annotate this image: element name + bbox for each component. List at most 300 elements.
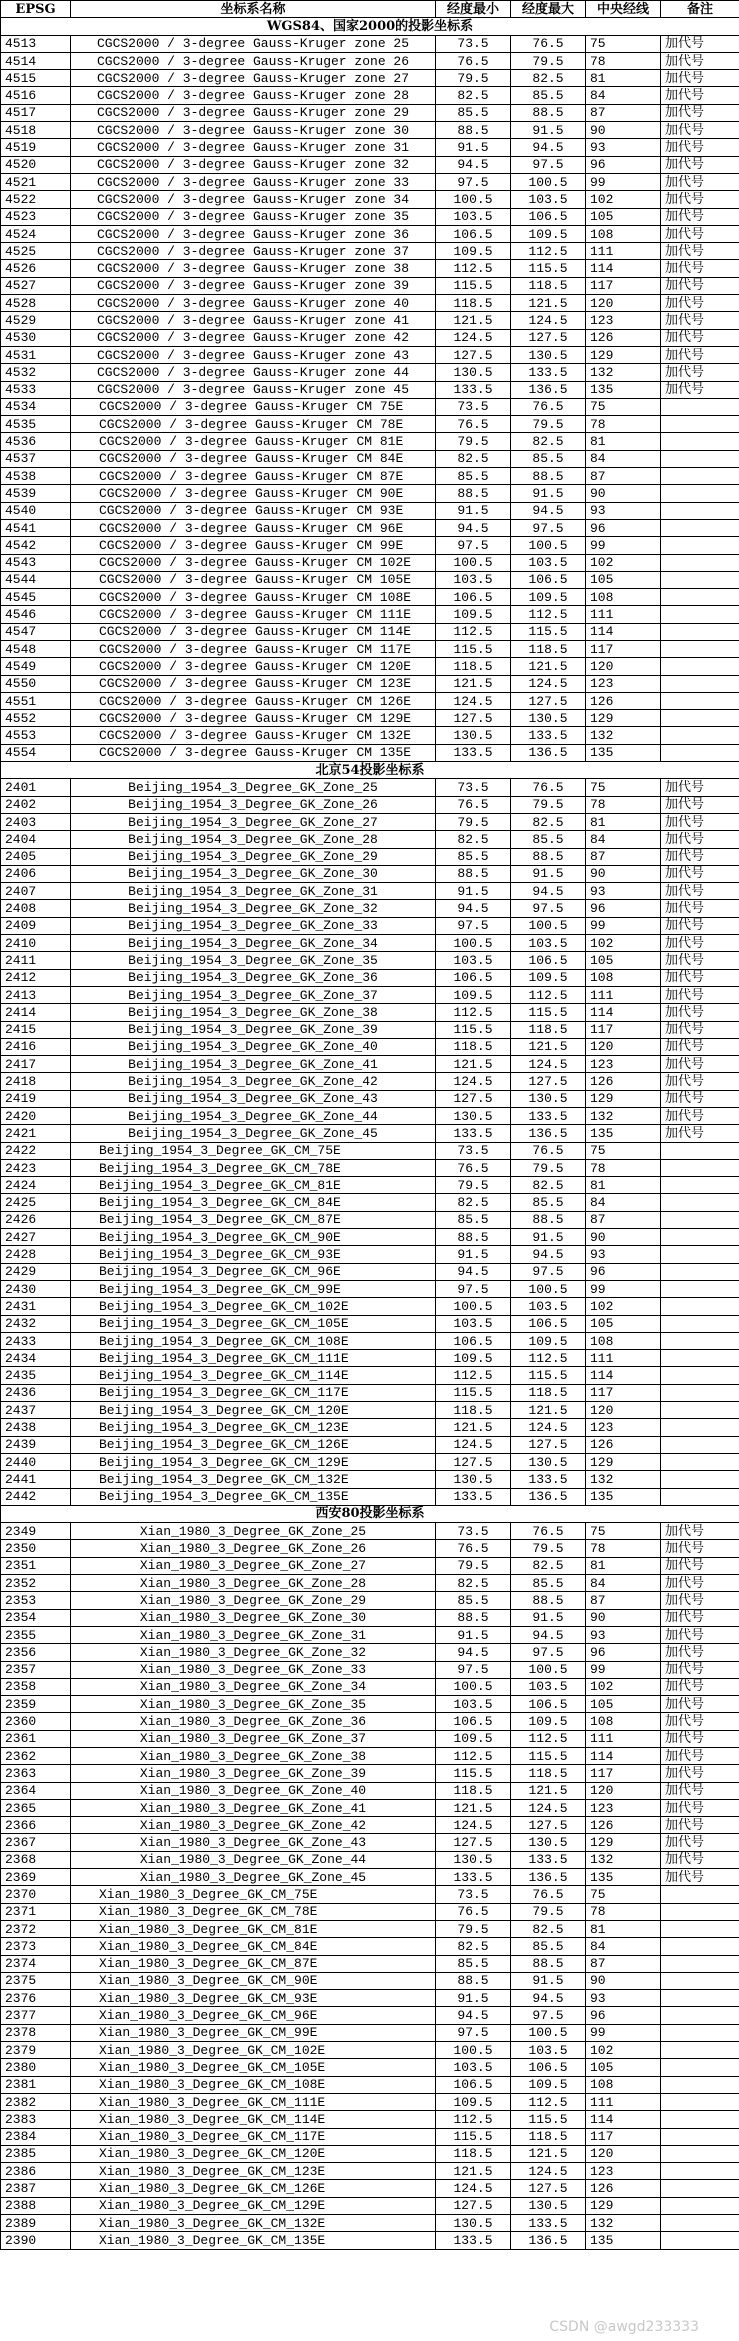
- coordinate-name-cell: CGCS2000 / 3-degree Gauss-Kruger zone 43: [71, 346, 436, 363]
- lon-min-cell: 82.5: [436, 1938, 511, 1955]
- coordinate-name-cell: Beijing_1954_3_Degree_GK_CM_90E: [71, 1229, 436, 1246]
- lon-min-cell: 82.5: [436, 1194, 511, 1211]
- lon-min-cell: 94.5: [436, 900, 511, 917]
- remark-cell: 加代号: [661, 1609, 739, 1626]
- header-epsg: EPSG: [1, 1, 71, 18]
- lon-max-cell: 112.5: [511, 606, 586, 623]
- remark-cell: 加代号: [661, 1765, 739, 1782]
- lon-min-cell: 73.5: [436, 398, 511, 415]
- lon-min-cell: 79.5: [436, 1920, 511, 1937]
- lon-min-cell: 73.5: [436, 35, 511, 52]
- section-title-row: [1, 762, 739, 779]
- lon-max-cell: 136.5: [511, 1869, 586, 1886]
- lon-min-cell: 109.5: [436, 2093, 511, 2110]
- lon-max-cell: 130.5: [511, 1453, 586, 1470]
- table-row: [1, 2128, 739, 2145]
- central-meridian-cell: 114: [586, 1004, 661, 1021]
- table-row: [1, 1886, 739, 1903]
- lon-max-cell: 79.5: [511, 52, 586, 69]
- lon-max-cell: 133.5: [511, 1851, 586, 1868]
- epsg-code-cell: 2357: [1, 1661, 71, 1678]
- remark-cell: 加代号: [661, 986, 739, 1003]
- central-meridian-cell: 108: [586, 1332, 661, 1349]
- epsg-code-cell: 2375: [1, 1972, 71, 1989]
- lon-max-cell: 124.5: [511, 675, 586, 692]
- remark-cell: [661, 1246, 739, 1263]
- table-row: [1, 1142, 739, 1159]
- coordinate-name-cell: Beijing_1954_3_Degree_GK_Zone_26: [71, 796, 436, 813]
- remark-cell: [661, 416, 739, 433]
- lon-min-cell: 85.5: [436, 1592, 511, 1609]
- lon-min-cell: 73.5: [436, 1523, 511, 1540]
- table-row: [1, 589, 739, 606]
- central-meridian-cell: 132: [586, 2215, 661, 2232]
- table-row: [1, 1488, 739, 1505]
- central-meridian-cell: 123: [586, 1799, 661, 1816]
- coordinate-name-cell: Xian_1980_3_Degree_GK_CM_120E: [71, 2145, 436, 2162]
- lon-min-cell: 85.5: [436, 1955, 511, 1972]
- coordinate-name-cell: Beijing_1954_3_Degree_GK_Zone_44: [71, 1108, 436, 1125]
- coordinate-name-cell: Xian_1980_3_Degree_GK_Zone_30: [71, 1609, 436, 1626]
- lon-max-cell: 124.5: [511, 1056, 586, 1073]
- central-meridian-cell: 117: [586, 640, 661, 657]
- remark-cell: [661, 1955, 739, 1972]
- lon-max-cell: 124.5: [511, 1799, 586, 1816]
- central-meridian-cell: 96: [586, 900, 661, 917]
- coordinate-name-cell: Xian_1980_3_Degree_GK_Zone_31: [71, 1626, 436, 1643]
- lon-min-cell: 76.5: [436, 416, 511, 433]
- epsg-code-cell: 2372: [1, 1920, 71, 1937]
- remark-cell: [661, 1367, 739, 1384]
- lon-max-cell: 121.5: [511, 1782, 586, 1799]
- central-meridian-cell: 75: [586, 35, 661, 52]
- epsg-code-cell: 2390: [1, 2232, 71, 2249]
- central-meridian-cell: 111: [586, 986, 661, 1003]
- epsg-code-cell: 4513: [1, 35, 71, 52]
- remark-cell: 加代号: [661, 1626, 739, 1643]
- table-row: [1, 1869, 739, 1886]
- lon-max-cell: 79.5: [511, 1540, 586, 1557]
- coordinate-name-cell: CGCS2000 / 3-degree Gauss-Kruger zone 28: [71, 87, 436, 104]
- remark-cell: [661, 1384, 739, 1401]
- lon-min-cell: 127.5: [436, 1090, 511, 1107]
- lon-min-cell: 127.5: [436, 1834, 511, 1851]
- lon-min-cell: 100.5: [436, 1678, 511, 1695]
- central-meridian-cell: 114: [586, 260, 661, 277]
- epsg-code-cell: 4548: [1, 640, 71, 657]
- epsg-code-cell: 4522: [1, 191, 71, 208]
- central-meridian-cell: 96: [586, 519, 661, 536]
- central-meridian-cell: 117: [586, 277, 661, 294]
- coordinate-name-cell: Xian_1980_3_Degree_GK_CM_126E: [71, 2180, 436, 2197]
- lon-min-cell: 91.5: [436, 502, 511, 519]
- table-row: [1, 1038, 739, 1055]
- coordinate-name-cell: CGCS2000 / 3-degree Gauss-Kruger zone 40: [71, 295, 436, 312]
- epsg-code-cell: 2359: [1, 1696, 71, 1713]
- epsg-code-cell: 4514: [1, 52, 71, 69]
- central-meridian-cell: 135: [586, 1869, 661, 1886]
- table-row: [1, 1419, 739, 1436]
- lon-min-cell: 118.5: [436, 1782, 511, 1799]
- lon-min-cell: 79.5: [436, 1557, 511, 1574]
- remark-cell: [661, 1211, 739, 1228]
- lon-min-cell: 118.5: [436, 658, 511, 675]
- lon-max-cell: 109.5: [511, 969, 586, 986]
- lon-max-cell: 112.5: [511, 986, 586, 1003]
- lon-min-cell: 130.5: [436, 727, 511, 744]
- remark-cell: 加代号: [661, 1540, 739, 1557]
- lon-min-cell: 121.5: [436, 1799, 511, 1816]
- epsg-code-cell: 2410: [1, 935, 71, 952]
- epsg-code-cell: 2388: [1, 2197, 71, 2214]
- table-row: [1, 398, 739, 415]
- table-row: [1, 692, 739, 709]
- central-meridian-cell: 129: [586, 346, 661, 363]
- remark-cell: [661, 450, 739, 467]
- epsg-code-cell: 2368: [1, 1851, 71, 1868]
- central-meridian-cell: 93: [586, 139, 661, 156]
- lon-max-cell: 103.5: [511, 191, 586, 208]
- lon-max-cell: 100.5: [511, 917, 586, 934]
- epsg-code-cell: 2423: [1, 1159, 71, 1176]
- epsg-code-cell: 4517: [1, 104, 71, 121]
- remark-cell: 加代号: [661, 952, 739, 969]
- remark-cell: 加代号: [661, 1056, 739, 1073]
- lon-min-cell: 73.5: [436, 779, 511, 796]
- coordinate-name-cell: CGCS2000 / 3-degree Gauss-Kruger CM 99E: [71, 537, 436, 554]
- lon-min-cell: 97.5: [436, 917, 511, 934]
- central-meridian-cell: 96: [586, 1644, 661, 1661]
- epsg-code-cell: 2431: [1, 1298, 71, 1315]
- epsg-code-cell: 2363: [1, 1765, 71, 1782]
- epsg-code-cell: 2381: [1, 2076, 71, 2093]
- lon-min-cell: 106.5: [436, 969, 511, 986]
- central-meridian-cell: 132: [586, 1471, 661, 1488]
- remark-cell: 加代号: [661, 848, 739, 865]
- central-meridian-cell: 120: [586, 1038, 661, 1055]
- table-row: [1, 1834, 739, 1851]
- coordinate-name-cell: Beijing_1954_3_Degree_GK_CM_93E: [71, 1246, 436, 1263]
- central-meridian-cell: 129: [586, 1834, 661, 1851]
- epsg-code-cell: 2404: [1, 831, 71, 848]
- lon-max-cell: 91.5: [511, 122, 586, 139]
- table-row: [1, 519, 739, 536]
- coordinate-name-cell: Xian_1980_3_Degree_GK_CM_90E: [71, 1972, 436, 1989]
- epsg-code-cell: 2382: [1, 2093, 71, 2110]
- lon-min-cell: 82.5: [436, 87, 511, 104]
- table-row: [1, 364, 739, 381]
- lon-min-cell: 97.5: [436, 173, 511, 190]
- lon-max-cell: 103.5: [511, 2042, 586, 2059]
- epsg-code-cell: 2366: [1, 1817, 71, 1834]
- lon-max-cell: 118.5: [511, 1765, 586, 1782]
- remark-cell: 加代号: [661, 104, 739, 121]
- table-row: [1, 450, 739, 467]
- epsg-code-cell: 4524: [1, 225, 71, 242]
- table-row: [1, 1453, 739, 1470]
- remark-cell: [661, 1903, 739, 1920]
- epsg-code-cell: 4540: [1, 502, 71, 519]
- lon-min-cell: 88.5: [436, 865, 511, 882]
- epsg-code-cell: 2383: [1, 2111, 71, 2128]
- lon-max-cell: 136.5: [511, 381, 586, 398]
- table-row: [1, 2024, 739, 2041]
- lon-max-cell: 133.5: [511, 2215, 586, 2232]
- epsg-code-cell: 4533: [1, 381, 71, 398]
- epsg-code-cell: 2352: [1, 1575, 71, 1592]
- remark-cell: 加代号: [661, 1090, 739, 1107]
- remark-cell: [661, 2232, 739, 2249]
- table-row: [1, 208, 739, 225]
- lon-min-cell: 133.5: [436, 1488, 511, 1505]
- coordinate-name-cell: Beijing_1954_3_Degree_GK_Zone_41: [71, 1056, 436, 1073]
- epsg-code-cell: 2356: [1, 1644, 71, 1661]
- coordinate-name-cell: CGCS2000 / 3-degree Gauss-Kruger zone 27: [71, 70, 436, 87]
- table-row: [1, 1125, 739, 1142]
- coordinate-name-cell: Xian_1980_3_Degree_GK_Zone_40: [71, 1782, 436, 1799]
- remark-cell: [661, 692, 739, 709]
- coordinate-name-cell: Beijing_1954_3_Degree_GK_CM_123E: [71, 1419, 436, 1436]
- coordinate-name-cell: Beijing_1954_3_Degree_GK_Zone_27: [71, 813, 436, 830]
- coordinate-name-cell: Beijing_1954_3_Degree_GK_CM_96E: [71, 1263, 436, 1280]
- central-meridian-cell: 96: [586, 2007, 661, 2024]
- remark-cell: 加代号: [661, 1799, 739, 1816]
- lon-max-cell: 94.5: [511, 1626, 586, 1643]
- lon-max-cell: 109.5: [511, 225, 586, 242]
- coordinate-name-cell: Beijing_1954_3_Degree_GK_Zone_31: [71, 883, 436, 900]
- lon-max-cell: 94.5: [511, 502, 586, 519]
- epsg-code-cell: 2420: [1, 1108, 71, 1125]
- coordinate-name-cell: CGCS2000 / 3-degree Gauss-Kruger zone 38: [71, 260, 436, 277]
- lon-max-cell: 85.5: [511, 1938, 586, 1955]
- coordinate-name-cell: CGCS2000 / 3-degree Gauss-Kruger zone 41: [71, 312, 436, 329]
- remark-cell: 加代号: [661, 122, 739, 139]
- epsg-code-cell: 2416: [1, 1038, 71, 1055]
- table-row: [1, 640, 739, 657]
- central-meridian-cell: 135: [586, 2232, 661, 2249]
- remark-cell: [661, 1280, 739, 1297]
- coordinate-name-cell: Xian_1980_3_Degree_GK_CM_87E: [71, 1955, 436, 1972]
- central-meridian-cell: 81: [586, 813, 661, 830]
- lon-max-cell: 88.5: [511, 104, 586, 121]
- lon-max-cell: 136.5: [511, 1488, 586, 1505]
- central-meridian-cell: 105: [586, 2059, 661, 2076]
- epsg-code-cell: 4547: [1, 623, 71, 640]
- epsg-code-cell: 4545: [1, 589, 71, 606]
- table-row: [1, 1177, 739, 1194]
- epsg-code-cell: 4526: [1, 260, 71, 277]
- lon-min-cell: 94.5: [436, 2007, 511, 2024]
- epsg-code-cell: 2385: [1, 2145, 71, 2162]
- lon-min-cell: 127.5: [436, 710, 511, 727]
- remark-cell: [661, 589, 739, 606]
- remark-cell: [661, 1263, 739, 1280]
- lon-max-cell: 76.5: [511, 398, 586, 415]
- remark-cell: [661, 744, 739, 761]
- lon-max-cell: 106.5: [511, 1315, 586, 1332]
- lon-max-cell: 88.5: [511, 1211, 586, 1228]
- table-row: [1, 104, 739, 121]
- lon-min-cell: 127.5: [436, 2197, 511, 2214]
- remark-cell: [661, 554, 739, 571]
- table-row: [1, 1402, 739, 1419]
- coordinate-name-cell: CGCS2000 / 3-degree Gauss-Kruger zone 25: [71, 35, 436, 52]
- table-row: [1, 1021, 739, 1038]
- epsg-code-cell: 2442: [1, 1488, 71, 1505]
- epsg-code-cell: 2365: [1, 1799, 71, 1816]
- lon-min-cell: 118.5: [436, 1038, 511, 1055]
- lon-min-cell: 91.5: [436, 139, 511, 156]
- table-row: [1, 1263, 739, 1280]
- coordinate-name-cell: CGCS2000 / 3-degree Gauss-Kruger zone 45: [71, 381, 436, 398]
- coordinate-name-cell: Beijing_1954_3_Degree_GK_CM_81E: [71, 1177, 436, 1194]
- lon-max-cell: 124.5: [511, 312, 586, 329]
- lon-max-cell: 76.5: [511, 1142, 586, 1159]
- header-name: 坐标系名称: [71, 1, 436, 18]
- coordinate-name-cell: Beijing_1954_3_Degree_GK_CM_87E: [71, 1211, 436, 1228]
- epsg-code-cell: 4553: [1, 727, 71, 744]
- lon-min-cell: 85.5: [436, 1211, 511, 1228]
- remark-cell: [661, 502, 739, 519]
- lon-min-cell: 121.5: [436, 1419, 511, 1436]
- lon-min-cell: 115.5: [436, 1384, 511, 1401]
- lon-min-cell: 109.5: [436, 243, 511, 260]
- central-meridian-cell: 90: [586, 1609, 661, 1626]
- lon-max-cell: 97.5: [511, 2007, 586, 2024]
- epsg-code-cell: 2434: [1, 1350, 71, 1367]
- central-meridian-cell: 84: [586, 1194, 661, 1211]
- table-row: [1, 571, 739, 588]
- remark-cell: 加代号: [661, 70, 739, 87]
- coordinate-name-cell: Beijing_1954_3_Degree_GK_Zone_37: [71, 986, 436, 1003]
- remark-cell: [661, 1159, 739, 1176]
- coordinate-name-cell: Beijing_1954_3_Degree_GK_CM_111E: [71, 1350, 436, 1367]
- coordinate-name-cell: Xian_1980_3_Degree_GK_CM_81E: [71, 1920, 436, 1937]
- lon-max-cell: 97.5: [511, 900, 586, 917]
- table-row: [1, 1678, 739, 1695]
- lon-max-cell: 88.5: [511, 468, 586, 485]
- central-meridian-cell: 78: [586, 796, 661, 813]
- table-row: [1, 52, 739, 69]
- lon-max-cell: 136.5: [511, 2232, 586, 2249]
- table-row: [1, 1108, 739, 1125]
- lon-max-cell: 115.5: [511, 1747, 586, 1764]
- lon-min-cell: 91.5: [436, 1246, 511, 1263]
- central-meridian-cell: 132: [586, 1851, 661, 1868]
- central-meridian-cell: 111: [586, 606, 661, 623]
- central-meridian-cell: 129: [586, 710, 661, 727]
- remark-cell: [661, 1142, 739, 1159]
- remark-cell: 加代号: [661, 1678, 739, 1695]
- epsg-code-cell: 4516: [1, 87, 71, 104]
- coordinate-name-cell: Xian_1980_3_Degree_GK_Zone_29: [71, 1592, 436, 1609]
- remark-cell: [661, 1886, 739, 1903]
- lon-max-cell: 100.5: [511, 1280, 586, 1297]
- table-row: [1, 122, 739, 139]
- coordinate-name-cell: Xian_1980_3_Degree_GK_Zone_44: [71, 1851, 436, 1868]
- lon-max-cell: 112.5: [511, 243, 586, 260]
- lon-max-cell: 127.5: [511, 329, 586, 346]
- coordinate-name-cell: Xian_1980_3_Degree_GK_CM_123E: [71, 2163, 436, 2180]
- lon-max-cell: 88.5: [511, 1955, 586, 1972]
- coordinate-name-cell: Beijing_1954_3_Degree_GK_CM_102E: [71, 1298, 436, 1315]
- epsg-code-cell: 2417: [1, 1056, 71, 1073]
- lon-max-cell: 82.5: [511, 70, 586, 87]
- coordinate-name-cell: CGCS2000 / 3-degree Gauss-Kruger CM 114E: [71, 623, 436, 640]
- coordinate-name-cell: Beijing_1954_3_Degree_GK_Zone_30: [71, 865, 436, 882]
- lon-min-cell: 97.5: [436, 1280, 511, 1297]
- coordinate-name-cell: Beijing_1954_3_Degree_GK_Zone_42: [71, 1073, 436, 1090]
- central-meridian-cell: 87: [586, 1955, 661, 1972]
- central-meridian-cell: 102: [586, 1678, 661, 1695]
- epsg-code-cell: 2361: [1, 1730, 71, 1747]
- remark-cell: [661, 433, 739, 450]
- table-row: [1, 1609, 739, 1626]
- coordinate-name-cell: Beijing_1954_3_Degree_GK_CM_126E: [71, 1436, 436, 1453]
- coordinate-name-cell: Beijing_1954_3_Degree_GK_Zone_33: [71, 917, 436, 934]
- lon-min-cell: 100.5: [436, 935, 511, 952]
- central-meridian-cell: 108: [586, 589, 661, 606]
- table-row: [1, 779, 739, 796]
- epsg-code-cell: 4530: [1, 329, 71, 346]
- central-meridian-cell: 99: [586, 1280, 661, 1297]
- lon-max-cell: 127.5: [511, 1436, 586, 1453]
- coordinate-name-cell: Xian_1980_3_Degree_GK_CM_114E: [71, 2111, 436, 2128]
- table-row: [1, 191, 739, 208]
- epsg-code-cell: 2427: [1, 1229, 71, 1246]
- section-title: 北京54投影坐标系: [1, 762, 739, 779]
- epsg-code-cell: 4546: [1, 606, 71, 623]
- lon-max-cell: 100.5: [511, 1661, 586, 1678]
- central-meridian-cell: 84: [586, 87, 661, 104]
- lon-min-cell: 88.5: [436, 1609, 511, 1626]
- table-row: [1, 796, 739, 813]
- lon-min-cell: 76.5: [436, 1903, 511, 1920]
- table-row: [1, 1575, 739, 1592]
- epsg-code-cell: 4518: [1, 122, 71, 139]
- coordinate-name-cell: Xian_1980_3_Degree_GK_Zone_42: [71, 1817, 436, 1834]
- lon-max-cell: 91.5: [511, 485, 586, 502]
- central-meridian-cell: 87: [586, 104, 661, 121]
- epsg-code-cell: 4541: [1, 519, 71, 536]
- central-meridian-cell: 111: [586, 2093, 661, 2110]
- lon-max-cell: 103.5: [511, 1678, 586, 1695]
- remark-cell: [661, 2111, 739, 2128]
- epsg-code-cell: 2386: [1, 2163, 71, 2180]
- remark-cell: 加代号: [661, 883, 739, 900]
- lon-min-cell: 82.5: [436, 831, 511, 848]
- table-row: [1, 2215, 739, 2232]
- lon-max-cell: 82.5: [511, 1177, 586, 1194]
- central-meridian-cell: 102: [586, 191, 661, 208]
- table-row: [1, 1920, 739, 1937]
- central-meridian-cell: 111: [586, 243, 661, 260]
- table-row: [1, 1004, 739, 1021]
- lon-min-cell: 79.5: [436, 433, 511, 450]
- remark-cell: 加代号: [661, 329, 739, 346]
- table-body: [1, 18, 739, 2249]
- lon-min-cell: 109.5: [436, 1350, 511, 1367]
- table-row: [1, 986, 739, 1003]
- lon-min-cell: 91.5: [436, 1626, 511, 1643]
- epsg-code-cell: 2406: [1, 865, 71, 882]
- remark-cell: [661, 2197, 739, 2214]
- central-meridian-cell: 102: [586, 1298, 661, 1315]
- lon-min-cell: 118.5: [436, 2145, 511, 2162]
- section-title-row: [1, 1505, 739, 1522]
- remark-cell: [661, 1436, 739, 1453]
- central-meridian-cell: 96: [586, 1263, 661, 1280]
